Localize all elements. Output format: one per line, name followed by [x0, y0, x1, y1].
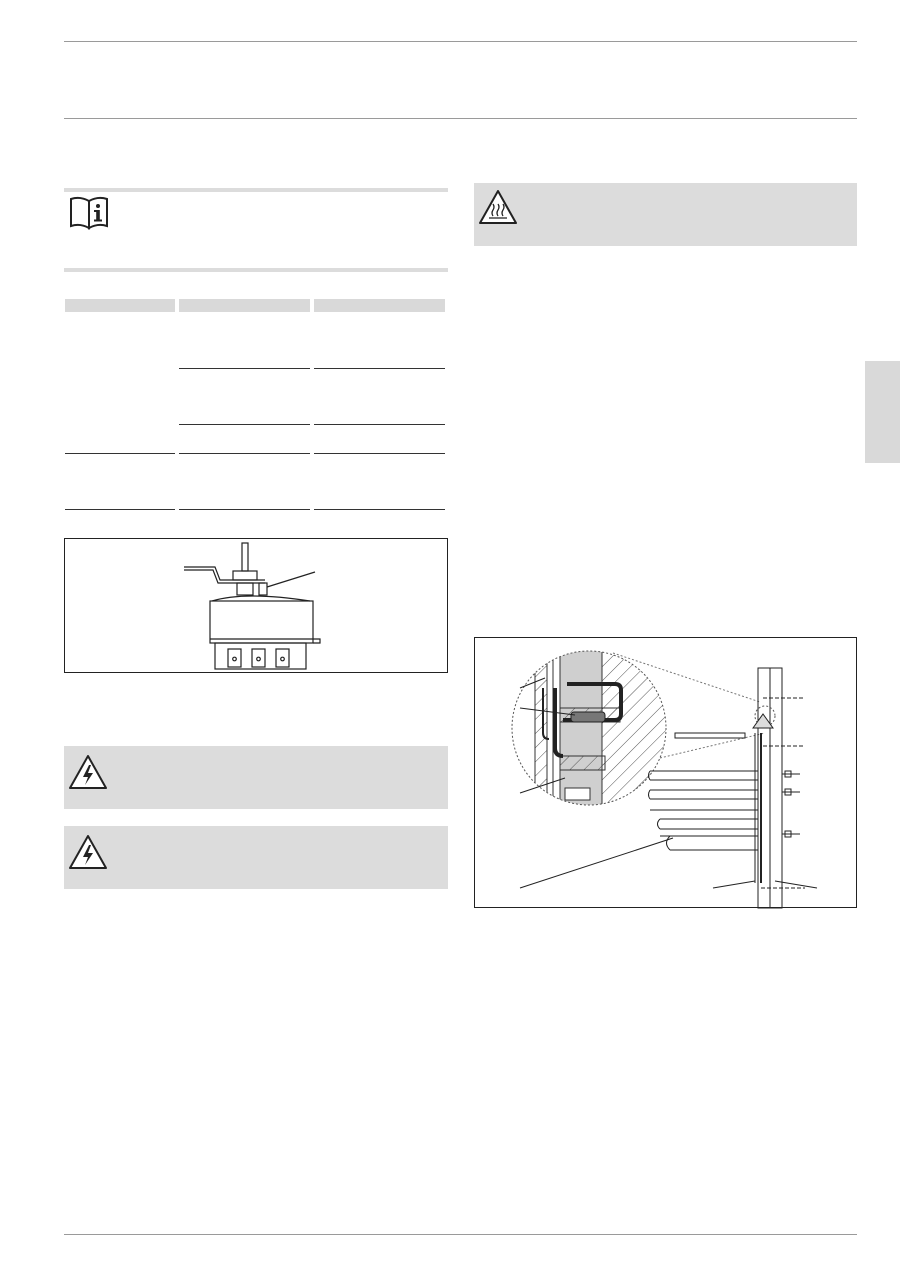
thermostat-drawing	[65, 539, 449, 674]
book-info-icon	[68, 196, 110, 230]
table-row-divider	[65, 509, 175, 510]
header-bottom-rule	[64, 118, 857, 119]
thermostat-figure	[64, 538, 448, 673]
table-row-divider	[179, 424, 310, 425]
table-row-divider	[179, 509, 310, 510]
hot-surface-warning-notice	[474, 183, 857, 246]
info-note-bottom-bar	[64, 268, 448, 272]
table-row-divider	[65, 453, 175, 454]
table-row-divider	[314, 453, 445, 454]
electric-shock-warning-icon	[68, 834, 108, 870]
electric-shock-warning-icon	[68, 754, 108, 790]
table-row-divider	[314, 424, 445, 425]
table-header-cell-2	[179, 299, 310, 312]
mounting-figure	[474, 637, 857, 908]
footer-rule	[64, 1234, 857, 1235]
electric-warning-notice-1	[64, 746, 448, 809]
side-section-tab	[865, 361, 900, 463]
table-row-divider	[179, 368, 310, 369]
table-header-cell-3	[314, 299, 445, 312]
hot-surface-warning-icon	[478, 189, 518, 225]
table-header-cell-1	[65, 299, 175, 312]
table-row-divider	[314, 509, 445, 510]
mounting-drawing	[475, 638, 858, 909]
table-row-divider	[314, 368, 445, 369]
electric-warning-notice-2	[64, 826, 448, 889]
table-row-divider	[179, 453, 310, 454]
header-top-rule	[64, 41, 857, 42]
info-note-top-bar	[64, 188, 448, 192]
